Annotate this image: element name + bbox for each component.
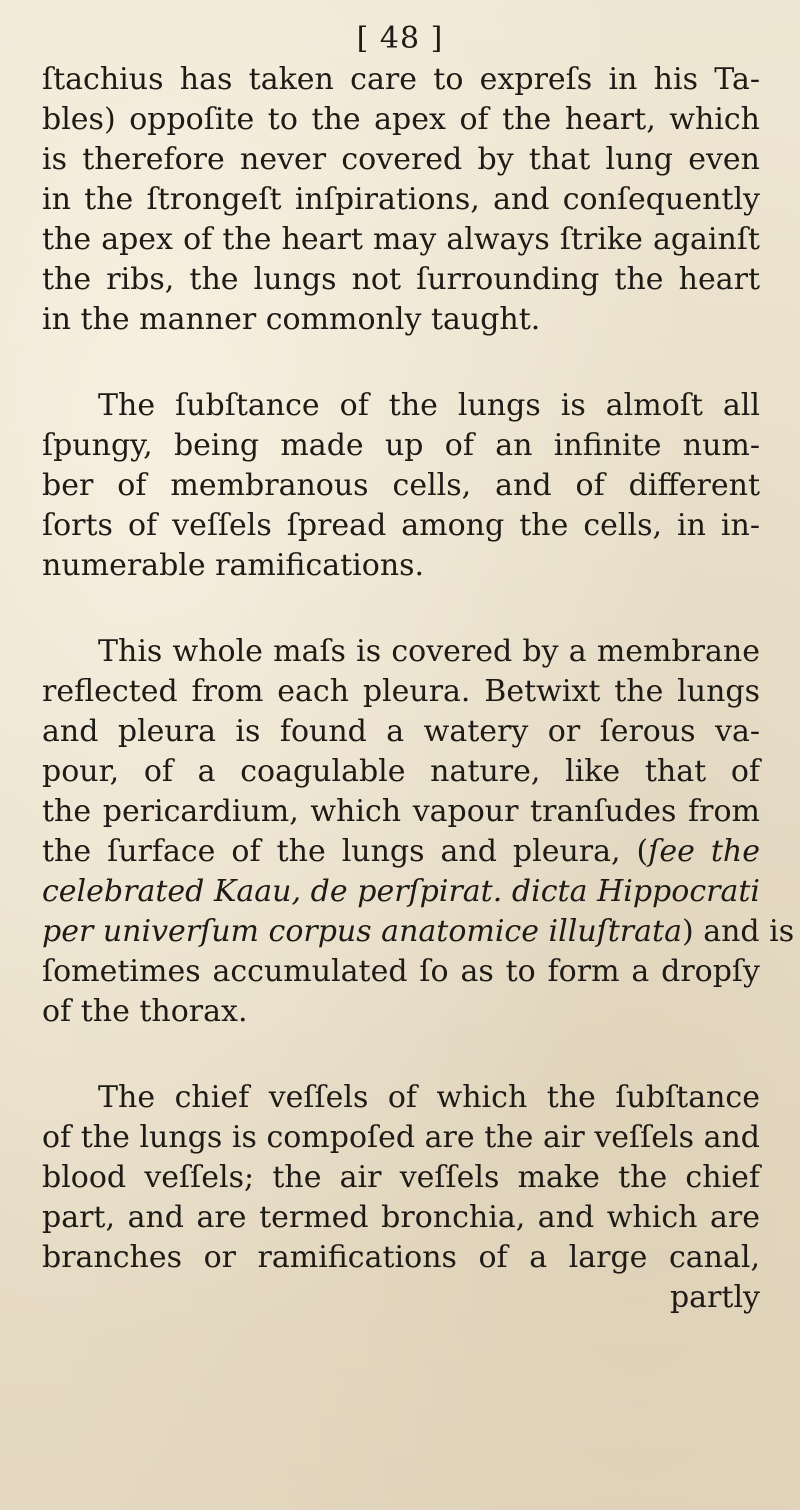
text-line: reflected from each pleura. Betwixt the lungs	[42, 674, 760, 709]
text-line: This whole maſs is covered by a membrane	[98, 634, 760, 669]
text-line: the ribs, the lungs not ſurrounding the heart	[42, 262, 760, 297]
catchword: partly	[669, 1280, 760, 1315]
text-line: and pleura is found a watery or ſerous va-	[42, 714, 760, 749]
text-line: blood veſſels; the air veſſels make the chief	[42, 1160, 760, 1195]
text-line: the ſurface of the lungs and pleura, (ſee the	[42, 834, 760, 869]
text-line: part, and are termed bronchia, and which are	[42, 1200, 760, 1235]
italic-run: ſee the	[648, 834, 760, 869]
paragraph-gap	[42, 340, 760, 386]
paragraph-1	[42, 60, 760, 340]
text-line: numerable ramifications.	[42, 548, 425, 583]
text-line: of the lungs is compoſed are the air veſſels and	[42, 1120, 760, 1155]
paragraph-gap	[42, 586, 760, 632]
text-line: per univerſum corpus anatomice illuſtrata) and is	[42, 914, 795, 949]
text-line: of the thorax.	[42, 994, 248, 1029]
text-line: the pericardium, which vapour tranſudes from	[42, 794, 760, 829]
paragraph-gap	[42, 1032, 760, 1078]
italic-run: celebrated Kaau, de perſpirat. dicta Hippocrati	[42, 874, 760, 909]
text-line: The ſubſtance of the lungs is almoſt all	[98, 388, 760, 423]
text-line: The chief veſſels of which the ſubſtance	[98, 1080, 760, 1115]
text-line: ſometimes accumulated ſo as to form a dropſy	[42, 954, 760, 989]
paragraph-2	[42, 386, 760, 586]
italic-run: per univerſum corpus anatomice illuſtrata	[42, 914, 682, 949]
text-line: ber of membranous cells, and of different	[42, 468, 760, 503]
body-text	[42, 60, 795, 1318]
text-line: branches or ramifications of a large canal,	[42, 1240, 760, 1275]
text-line: ſorts of veſſels ſpread among the cells, in in-	[42, 508, 760, 543]
paragraph-4	[42, 1078, 760, 1318]
text-line: the apex of the heart may always ſtrike againſt	[42, 222, 760, 257]
text-line: in the ſtrongeſt inſpirations, and conſequently	[42, 182, 760, 217]
text-line: ſtachius has taken care to expreſs in his Ta-	[42, 62, 760, 97]
text-line: in the manner commonly taught.	[42, 302, 541, 337]
text-line: ſpungy, being made up of an infinite num-	[42, 428, 760, 463]
text-line	[42, 872, 760, 912]
text-line: is therefore never covered by that lung even	[42, 142, 760, 177]
text-line: pour, of a coagulable nature, like that of	[42, 754, 760, 789]
page-number: [ 48 ]	[356, 21, 444, 56]
text-line: bles) oppoſite to the apex of the heart, which	[42, 102, 760, 137]
paragraph-3	[42, 632, 795, 1032]
